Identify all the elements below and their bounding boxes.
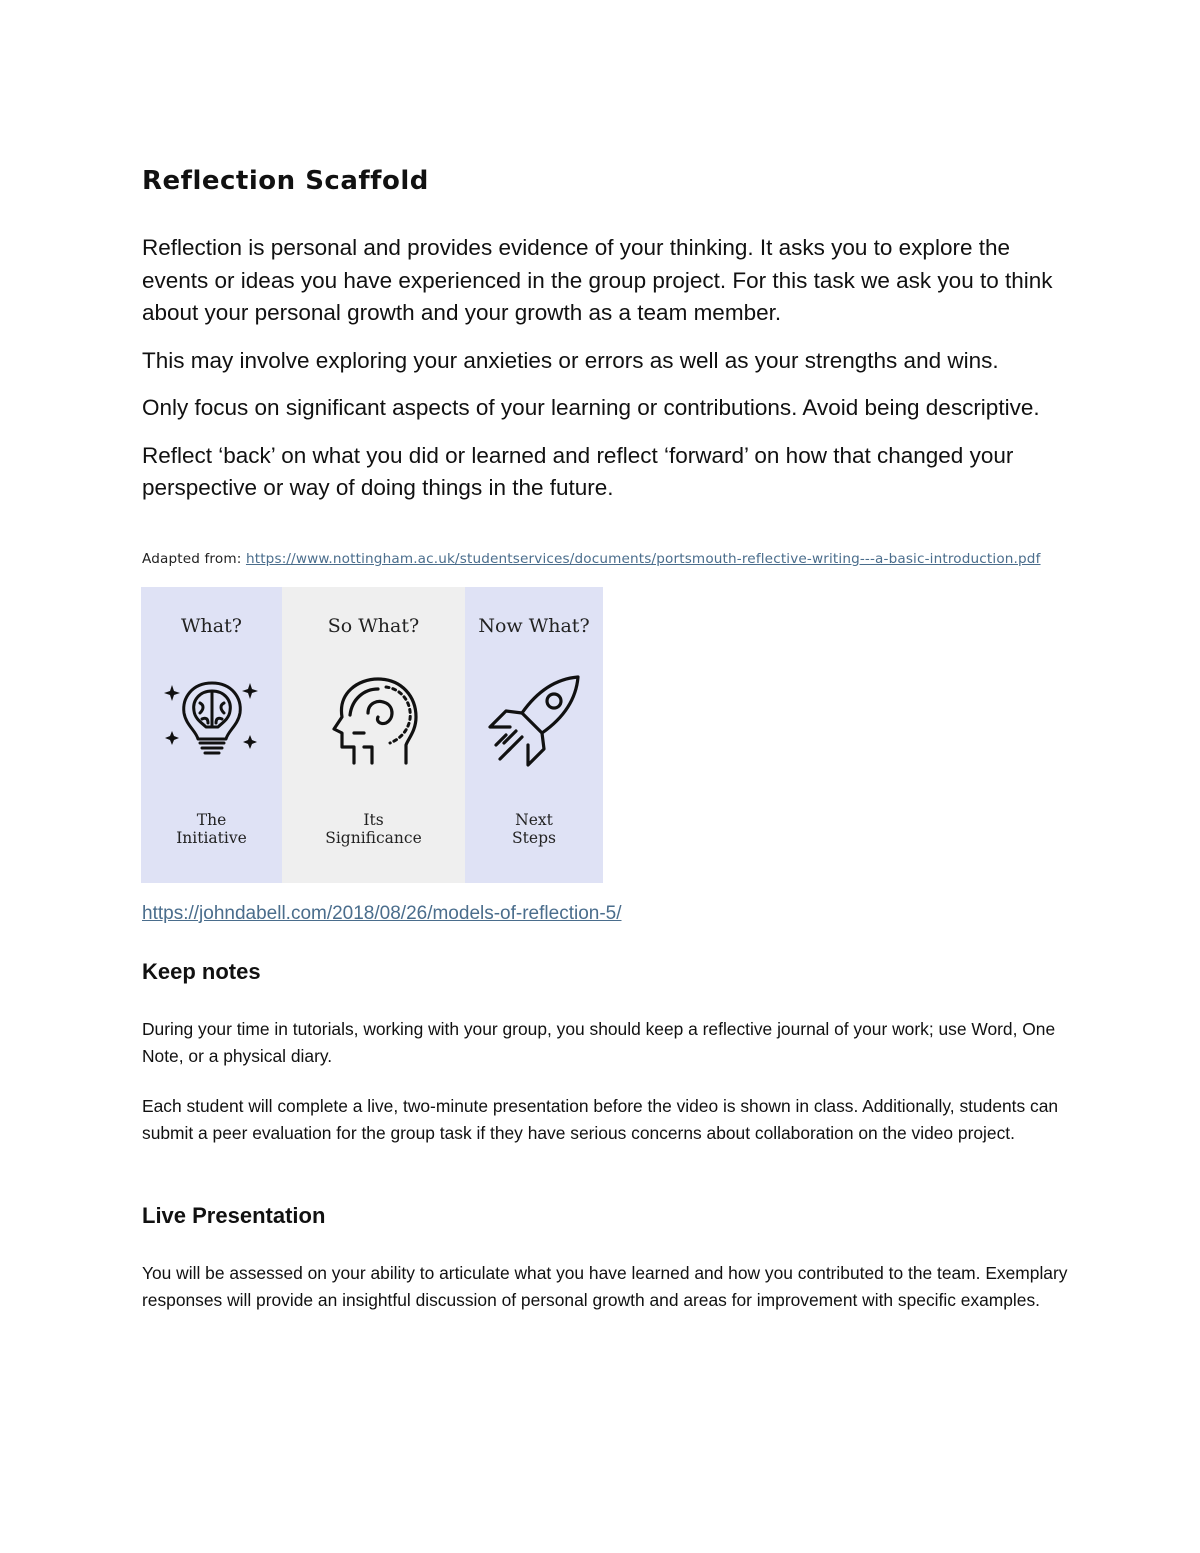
caption-line: Its <box>363 811 384 829</box>
lightbulb-brain-icon <box>162 673 262 763</box>
rocket-icon <box>482 673 586 769</box>
figure-column-heading: What? <box>181 615 242 637</box>
section-heading-keep-notes: Keep notes <box>142 959 261 984</box>
figure-column-so-what <box>282 587 465 883</box>
adapted-from-line <box>142 551 1062 567</box>
keep-notes-body <box>142 1016 1072 1170</box>
figure-column-caption <box>282 811 465 847</box>
page-title: Reflection Scaffold <box>142 166 429 196</box>
intro-paragraph: Only focus on significant aspects of your learning or contributions. Avoid being descriptive. <box>142 395 1040 420</box>
body-paragraph: During your time in tutorials, working with your group, you should keep a reflective journal of your work; use Word, One Note, or a physical diary. <box>142 1019 1056 1066</box>
caption-line: Steps <box>512 829 556 847</box>
body-paragraph: Each student will complete a live, two-minute presentation before the video is shown in class. Additionally, students can submit a peer evaluation for the group task if they have serious concerns about collaboration on the video project. <box>142 1096 1059 1143</box>
caption-line: The <box>196 811 227 829</box>
figure-column-heading: So What? <box>327 615 420 637</box>
body-paragraph: You will be assessed on your ability to articulate what you have learned and how you contributed to the team. Exemplary responses will provide an insightful discussion of personal growth and areas for improvement with specific examples. <box>142 1263 1068 1310</box>
figure-source-link[interactable]: https://johndabell.com/2018/08/26/models-of-reflection-5/ <box>142 903 622 924</box>
intro-section <box>142 232 1072 520</box>
caption-line: Next <box>515 811 553 829</box>
figure-column-heading: Now What? <box>478 615 590 637</box>
intro-paragraph: This may involve exploring your anxieties or errors as well as your strengths and wins. <box>142 347 999 373</box>
intro-paragraph: Reflection is personal and provides evidence of your thinking. It asks you to explore the events or ideas you have experienced in the group project. For this task we ask you to think about your personal growth and your growth as a team member. <box>142 235 1053 325</box>
section-heading-live-presentation: Live Presentation <box>142 1203 326 1228</box>
intro-paragraph: Reflect ‘back’ on what you did or learned and reflect ‘forward’ on how that changed your perspective or way of doing things in the future. <box>142 442 1014 500</box>
live-presentation-body <box>142 1260 1072 1337</box>
figure-column-caption <box>141 811 282 847</box>
caption-line: Initiative <box>176 829 247 847</box>
adapted-from-label: Adapted from: <box>142 551 242 567</box>
figure-column-caption <box>465 811 603 847</box>
figure-column-now-what <box>465 587 603 883</box>
caption-line: Significance <box>325 829 422 847</box>
reflection-model-figure <box>141 587 603 883</box>
figure-column-what <box>141 587 282 883</box>
head-thinking-icon <box>324 673 424 765</box>
adapted-from-link[interactable]: https://www.nottingham.ac.uk/studentservices/documents/portsmouth-reflective-writing---a-basic-introduction.pdf <box>245 551 1041 567</box>
